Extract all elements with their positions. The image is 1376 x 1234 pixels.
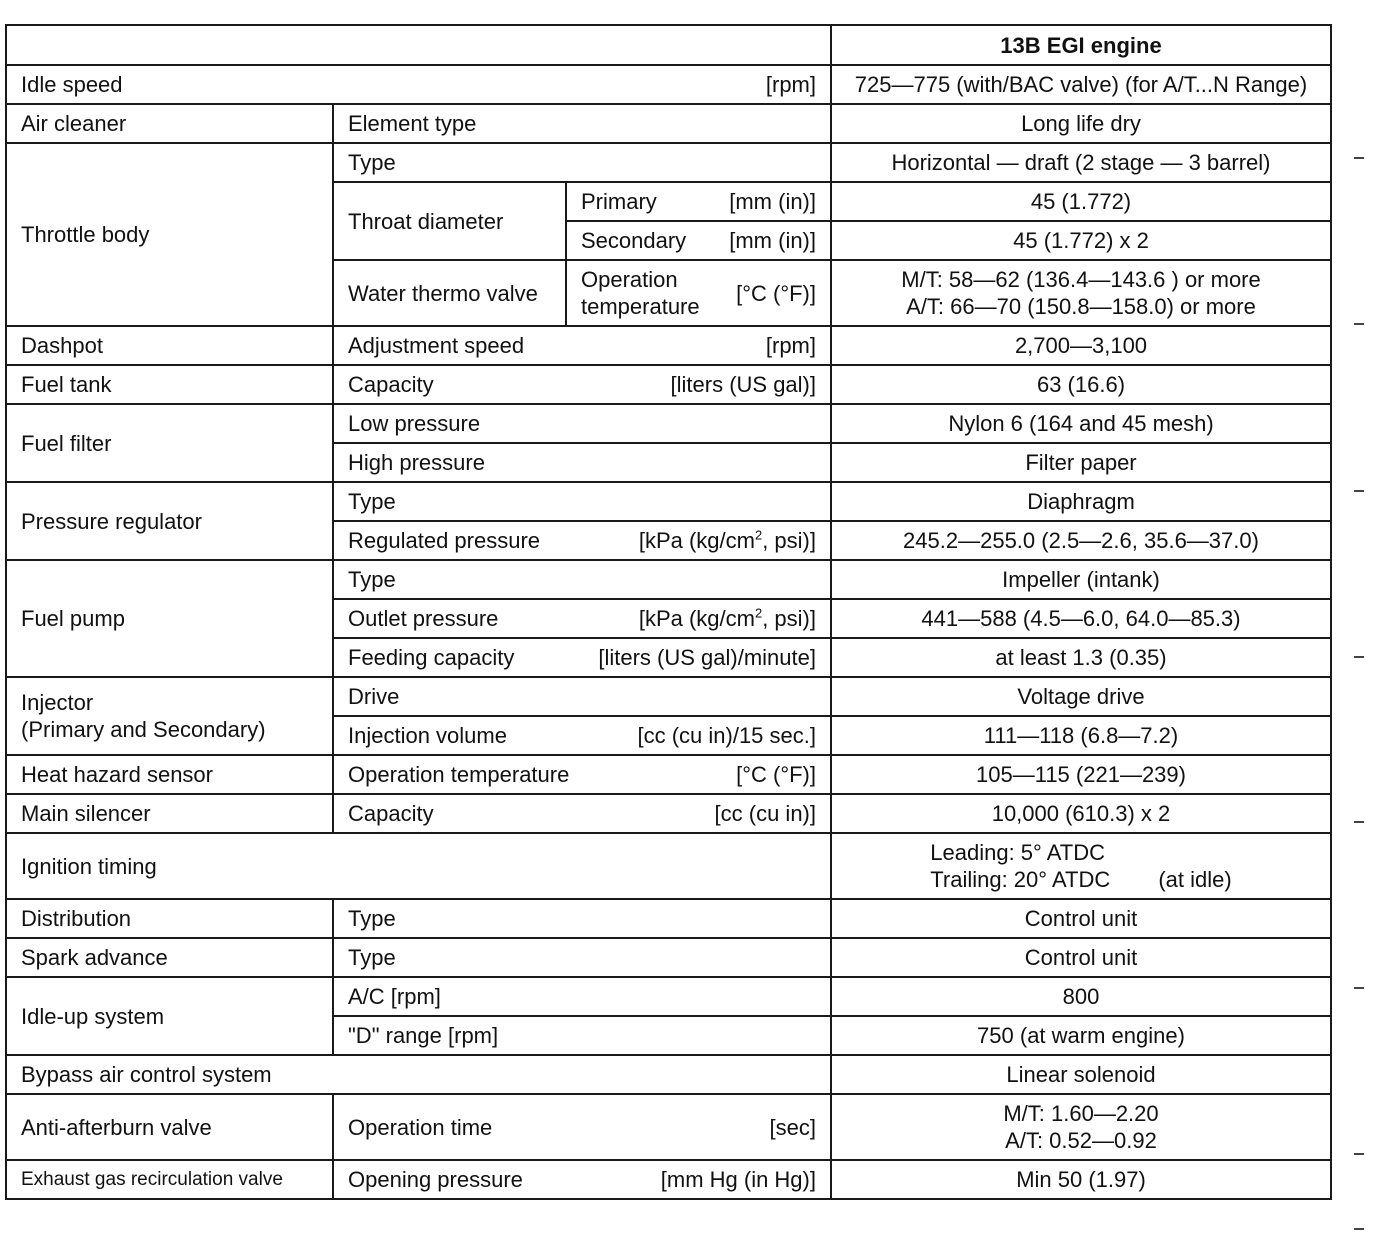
ac-label: A/C [rpm] [333,977,831,1016]
unit-part: , psi)] [762,528,816,553]
margin-tick [1354,490,1364,492]
table-row [6,482,1331,521]
operation-temperature-cell [566,260,831,326]
table-row [6,899,1331,938]
regulated-pressure-value: 245.2—255.0 (2.5—2.6, 35.6—37.0) [831,521,1331,560]
table-row [6,65,1331,104]
unit-label: [liters (US gal)/minute] [598,645,816,670]
header-blank-cell [6,25,831,65]
water-thermo-valve-label: Water thermo valve [333,260,566,326]
injector-line1: Injector [21,690,94,715]
unit-label: [cc (cu in)/15 sec.] [637,723,816,748]
margin-tick [1354,157,1364,159]
sub-label: Regulated pressure [348,528,541,553]
margin-tick [1354,1228,1364,1230]
injection-volume-value: 111—118 (6.8—7.2) [831,716,1331,755]
ignition-timing-label: Ignition timing [6,833,831,899]
table-row [6,977,1331,1016]
unit-part: [kPa (kg/cm [638,606,755,631]
unit-label: [mm Hg (in Hg)] [660,1167,816,1192]
water-thermo-value [831,260,1331,326]
bypass-value: Linear solenoid [831,1055,1331,1094]
table-row [6,104,1331,143]
d-range-value: 750 (at warm engine) [831,1016,1331,1055]
secondary-label: Secondary [581,228,687,253]
engine-spec-table [5,24,1332,1200]
high-pressure-label: High pressure [333,443,831,482]
injection-volume-cell [333,716,831,755]
table-row [6,755,1331,794]
regulated-pressure-cell [333,521,831,560]
idle-speed-label-cell [6,65,831,104]
unit-label: [mm (in)] [729,228,816,253]
op-temp-line1: Operation [581,267,678,292]
regulator-type-value: Diaphragm [831,482,1331,521]
sub-label: Capacity [348,372,434,397]
injector-line2: (Primary and Secondary) [21,717,266,742]
sub-label: Outlet pressure [348,606,499,631]
table-row [6,677,1331,716]
table-row [6,833,1331,899]
distribution-sub: Type [333,899,831,938]
outlet-pressure-value: 441—588 (4.5—6.0, 64.0—85.3) [831,599,1331,638]
ignition-timing-value [831,833,1331,899]
drive-value: Voltage drive [831,677,1331,716]
unit-label: [°C (°F)] [736,280,816,306]
unit-label: [mm (in)] [729,189,816,214]
low-pressure-label: Low pressure [333,404,831,443]
drive-label: Drive [333,677,831,716]
unit-superscript: 2 [754,527,763,543]
table-row [6,1055,1331,1094]
sub-label: Capacity [348,801,434,826]
fuel-tank-value: 63 (16.6) [831,365,1331,404]
table-row [6,1160,1331,1199]
table-row [6,365,1331,404]
sub-label: Adjustment speed [348,333,525,358]
anti-afterburn-value [831,1094,1331,1160]
distribution-value: Control unit [831,899,1331,938]
d-range-label: "D" range [rpm] [333,1016,831,1055]
unit-superscript: 2 [754,605,763,621]
air-cleaner-value: Long life dry [831,104,1331,143]
pressure-regulator-label: Pressure regulator [6,482,333,560]
idle-speed-value: 725—775 (with/BAC valve) (for A/T...N Range) [831,65,1331,104]
anti-afterburn-sub-cell [333,1094,831,1160]
unit-label: [rpm] [765,333,816,358]
egr-label: Exhaust gas recirculation valve [6,1160,333,1199]
unit-label [639,527,816,554]
table-row [6,794,1331,833]
item-label: Idle speed [21,72,123,97]
secondary-value: 45 (1.772) x 2 [831,221,1331,260]
value-line-mt: M/T: 1.60—2.20 [1003,1101,1159,1126]
primary-cell [566,182,831,221]
main-silencer-label: Main silencer [6,794,333,833]
high-pressure-value: Filter paper [831,443,1331,482]
value-line-mt: M/T: 58—62 (136.4—143.6 ) or more [901,267,1261,292]
ac-value: 800 [831,977,1331,1016]
sub-label: Injection volume [348,723,507,748]
sub-label: Opening pressure [348,1167,523,1192]
unit-label [639,605,816,632]
outlet-pressure-cell [333,599,831,638]
throttle-type-label: Type [333,143,831,182]
secondary-cell [566,221,831,260]
dashpot-sub-cell [333,326,831,365]
feeding-capacity-value: at least 1.3 (0.35) [831,638,1331,677]
margin-tick [1354,821,1364,823]
unit-label: [°C (°F)] [736,762,816,787]
feeding-capacity-cell [333,638,831,677]
unit-label: [cc (cu in)] [714,801,816,826]
at-idle-note: (at idle) [1158,867,1232,892]
margin-tick [1354,656,1364,658]
unit-label: [liters (US gal)] [670,372,816,397]
table-row [6,404,1331,443]
sub-label: Feeding capacity [348,645,515,670]
injector-label [6,677,333,755]
table-row [6,326,1331,365]
unit-part: [kPa (kg/cm [638,528,755,553]
value-line-at: A/T: 66—70 (150.8—158.0) or more [906,294,1256,319]
sub-label: Operation time [348,1114,493,1140]
spark-advance-label: Spark advance [6,938,333,977]
throat-diameter-label: Throat diameter [333,182,566,260]
throttle-type-value: Horizontal — draft (2 stage — 3 barrel) [831,143,1331,182]
fuel-tank-label: Fuel tank [6,365,333,404]
pump-type-label: Type [333,560,831,599]
heat-hazard-value: 105—115 (221—239) [831,755,1331,794]
unit-part: , psi)] [762,606,816,631]
engine-header: 13B EGI engine [831,25,1331,65]
primary-label: Primary [581,189,657,214]
header-row [6,25,1331,65]
table-row [6,560,1331,599]
spark-advance-value: Control unit [831,938,1331,977]
anti-afterburn-label: Anti-afterburn valve [6,1094,333,1160]
pump-type-value: Impeller (intank) [831,560,1331,599]
ignition-timing-stack [930,839,1231,893]
primary-value: 45 (1.772) [831,182,1331,221]
margin-tick [1354,323,1364,325]
fuel-filter-label: Fuel filter [6,404,333,482]
idle-up-label: Idle-up system [6,977,333,1055]
op-temp-line2: temperature [581,294,700,319]
air-cleaner-sub: Element type [333,104,831,143]
dashpot-value: 2,700—3,100 [831,326,1331,365]
table-row [6,1094,1331,1160]
fuel-tank-sub-cell [333,365,831,404]
margin-tick [1354,987,1364,989]
egr-value: Min 50 (1.97) [831,1160,1331,1199]
main-silencer-sub-cell [333,794,831,833]
egr-sub-cell [333,1160,831,1199]
spark-advance-sub: Type [333,938,831,977]
fuel-pump-label: Fuel pump [6,560,333,677]
main-silencer-value: 10,000 (610.3) x 2 [831,794,1331,833]
distribution-label: Distribution [6,899,333,938]
unit-label: [rpm] [765,72,816,97]
operation-temperature-label [581,266,700,320]
throttle-body-label: Throttle body [6,143,333,326]
table-row [6,938,1331,977]
sub-label: Operation temperature [348,762,570,787]
table-row [6,143,1331,182]
value-line-at: A/T: 0.52—0.92 [1005,1128,1157,1153]
low-pressure-value: Nylon 6 (164 and 45 mesh) [831,404,1331,443]
regulator-type-label: Type [333,482,831,521]
trailing-line: Trailing: 20° ATDC [930,867,1111,892]
leading-line: Leading: 5° ATDC [930,840,1105,865]
margin-tick [1354,1153,1364,1155]
air-cleaner-label: Air cleaner [6,104,333,143]
heat-hazard-label: Heat hazard sensor [6,755,333,794]
unit-label: [sec] [769,1114,816,1140]
dashpot-label: Dashpot [6,326,333,365]
bypass-label: Bypass air control system [6,1055,831,1094]
heat-hazard-sub-cell [333,755,831,794]
